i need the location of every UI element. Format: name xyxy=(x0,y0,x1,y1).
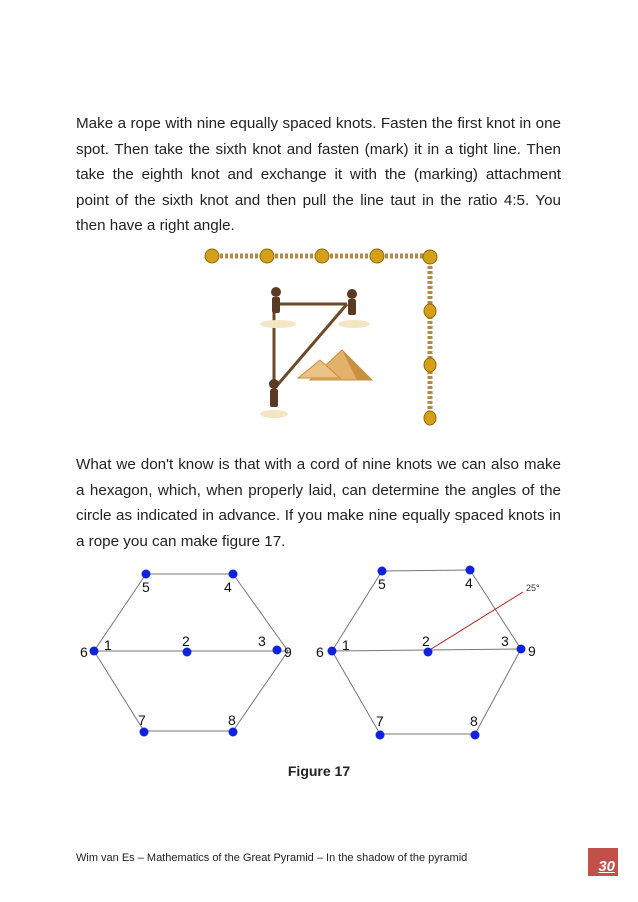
knot-4 xyxy=(466,566,475,575)
label-5: 5 xyxy=(378,576,386,592)
label-2: 2 xyxy=(182,633,190,649)
page-number: 30 xyxy=(598,858,615,875)
knot-7 xyxy=(140,728,149,737)
label-1: 1 xyxy=(342,637,350,653)
angle-label: 25° xyxy=(526,583,540,593)
label-8: 8 xyxy=(228,712,236,728)
knot-9 xyxy=(517,645,526,654)
right-knots xyxy=(328,566,526,740)
rope-illustration xyxy=(202,244,442,430)
knot-5 xyxy=(378,567,387,576)
figure-caption: Figure 17 xyxy=(287,763,351,779)
knot-8 xyxy=(471,731,480,740)
paragraph-rope-right-angle: Make a rope with nine equally spaced knots. Fasten the first knot in one spot. Then take the sixth knot and fasten (mark) it in a tight line. Then take the eighth knot and exchange it with the (marking) attachment point of the sixth knot and then pull the line taut in the ratio 4:5. You then have a right angle. xyxy=(76,115,561,235)
label-9: 9 xyxy=(528,643,536,659)
label-9: 9 xyxy=(284,644,292,660)
page-number-badge xyxy=(588,848,618,876)
label-8: 8 xyxy=(470,713,478,729)
label-6: 6 xyxy=(80,644,88,660)
label-4: 4 xyxy=(224,579,232,595)
label-4: 4 xyxy=(465,575,473,591)
knot-7 xyxy=(376,731,385,740)
label-7: 7 xyxy=(138,712,146,728)
label-5: 5 xyxy=(142,579,150,595)
label-1: 1 xyxy=(104,637,112,653)
figure-17-diagrams xyxy=(76,558,566,748)
knot-8 xyxy=(229,728,238,737)
knot-9 xyxy=(273,646,282,655)
knot-4 xyxy=(229,570,238,579)
paragraph-hexagon: What we don't know is that with a cord of nine knots we can also make a hexagon, which, when properly laid, can determine the angles of the circle as indicated in advance. If you make nine equally spaced knots in a rope you can make figure 17. xyxy=(76,456,561,550)
knot-5 xyxy=(142,570,151,579)
label-7: 7 xyxy=(376,713,384,729)
left-knots xyxy=(90,570,282,737)
label-6: 6 xyxy=(316,644,324,660)
label-2: 2 xyxy=(422,633,430,649)
label-3: 3 xyxy=(501,633,509,649)
footer-text: Wim van Es – Mathematics of the Great Pyramid – In the shadow of the pyramid xyxy=(76,852,468,864)
knot-6 xyxy=(328,647,337,656)
label-3: 3 xyxy=(258,633,266,649)
knot-6 xyxy=(90,647,99,656)
